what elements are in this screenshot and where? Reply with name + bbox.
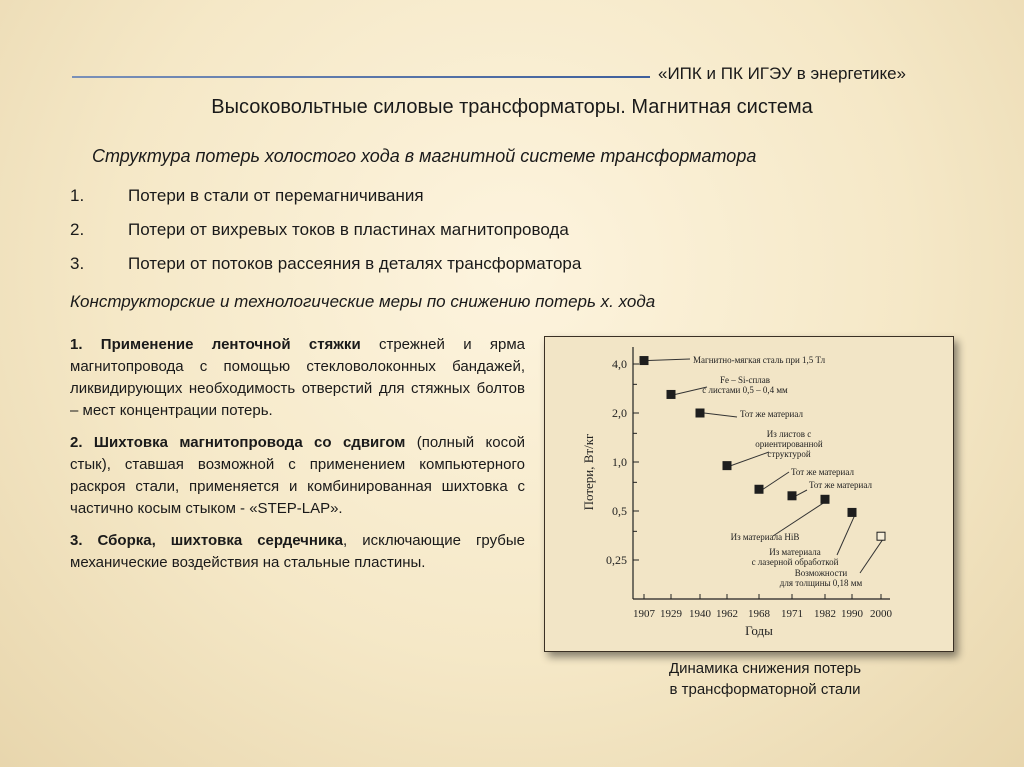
data-point (640, 357, 648, 365)
data-point (755, 485, 763, 493)
list-item-number: 2. (70, 220, 85, 239)
annotation-leader (763, 472, 789, 489)
data-point (821, 495, 829, 503)
measures-text (70, 334, 525, 584)
data-label: ориентированной (755, 439, 823, 449)
list-item-text: Потери в стали от перемагничивания (128, 186, 424, 205)
data-point (723, 462, 731, 470)
annotation-leader (796, 490, 807, 496)
data-label: Из материала HiB (730, 532, 800, 542)
data-label: с лазерной обработкой (751, 557, 839, 567)
chart-caption (600, 658, 930, 700)
annotation-leader (773, 499, 829, 536)
data-label: для толщины 0,18 мм (779, 578, 863, 588)
measure-heading: 2. Шихтовка магнитопровода со сдвигом (70, 434, 406, 451)
data-label: Тот же материал (740, 409, 803, 419)
y-tick-label: 4,0 (612, 357, 627, 371)
list-item-number: 3. (70, 254, 85, 273)
measure-body: (полный косой стык), ставшая возможной с применением компьютерного раскроя стали, применяется и комбинированная шихтовка с частично косым стыком - «STEP-LAP». (70, 434, 525, 517)
x-tick-label: 1962 (716, 608, 738, 620)
x-tick-label: 1990 (841, 608, 863, 620)
data-label: Fe – Si-сплав (719, 375, 771, 385)
losses-subtitle: Структура потерь холостого хода в магнитной системе трансформатора (92, 146, 757, 166)
x-axis-label: Годы (745, 623, 773, 638)
organization-name: «ИПК и ПК ИГЭУ в энергетике» (658, 64, 907, 83)
data-label: структурой (767, 449, 811, 459)
data-label: Магнитно-мягкая сталь при 1,5 Тл (693, 355, 826, 365)
y-tick-label: 0,5 (612, 504, 627, 518)
caption-line: в трансформаторной стали (669, 681, 861, 698)
data-point (877, 532, 885, 540)
loss-dynamics-chart (544, 336, 954, 652)
annotation-leader (731, 452, 769, 466)
page-title: Высоковольтные силовые трансформаторы. Магнитная система (211, 96, 813, 118)
data-label: Из материала (769, 547, 821, 557)
data-point (848, 508, 856, 516)
y-tick-label: 2,0 (612, 406, 627, 420)
header-divider (72, 76, 650, 78)
x-tick-label: 1929 (660, 608, 682, 620)
caption-line: Динамика снижения потерь (668, 660, 862, 677)
data-point (667, 390, 675, 398)
chart-canvas (545, 337, 953, 651)
data-label: Возможности (794, 568, 848, 578)
annotation-leader (860, 536, 885, 573)
x-tick-label: 1940 (689, 608, 711, 620)
data-label: с листами 0,5 – 0,4 мм (702, 385, 788, 395)
y-axis-label: Потери, Вт/кг (581, 433, 596, 511)
data-point (788, 492, 796, 500)
data-label: Тот же материал (809, 480, 872, 490)
annotation-leader (837, 512, 856, 555)
list-item (70, 186, 581, 220)
x-tick-label: 1907 (633, 608, 655, 620)
list-item-text: Потери от вихревых токов в пластинах магнитопровода (128, 220, 569, 239)
x-tick-label: 1982 (814, 608, 836, 620)
measure-paragraph (70, 530, 525, 574)
measure-body: стрежней и ярма магнитопровода с помощью стекловолоконных бандажей, ликвидирующих необходимость отверстий для стяжных болтов – мест концентрации потерь. (70, 336, 525, 419)
x-tick-label: 2000 (870, 608, 892, 620)
x-tick-label: 1968 (748, 608, 770, 620)
measure-body: , исключающие грубые механические воздействия на стальные пластины. (70, 532, 525, 571)
annotation-leader (704, 413, 737, 417)
x-tick-label: 1971 (781, 608, 803, 620)
measure-paragraph (70, 334, 525, 422)
annotation-leader (648, 359, 690, 361)
list-item (70, 254, 581, 288)
data-label: Из листов с (766, 429, 812, 439)
y-tick-label: 1,0 (612, 455, 627, 469)
y-tick-label: 0,25 (606, 553, 627, 567)
measure-paragraph (70, 432, 525, 520)
data-point (696, 409, 704, 417)
list-item-number: 1. (70, 186, 85, 205)
measure-heading: 3. Сборка, шихтовка сердечника (70, 532, 344, 549)
measure-heading: 1. Применение ленточной стяжки (70, 336, 361, 353)
list-item-text: Потери от потоков рассеяния в деталях трансформатора (128, 254, 582, 273)
losses-list (70, 186, 581, 288)
measures-title: Конструкторские и технологические меры по снижению потерь х. хода (70, 292, 656, 311)
data-label: Тот же материал (791, 467, 854, 477)
list-item (70, 220, 581, 254)
